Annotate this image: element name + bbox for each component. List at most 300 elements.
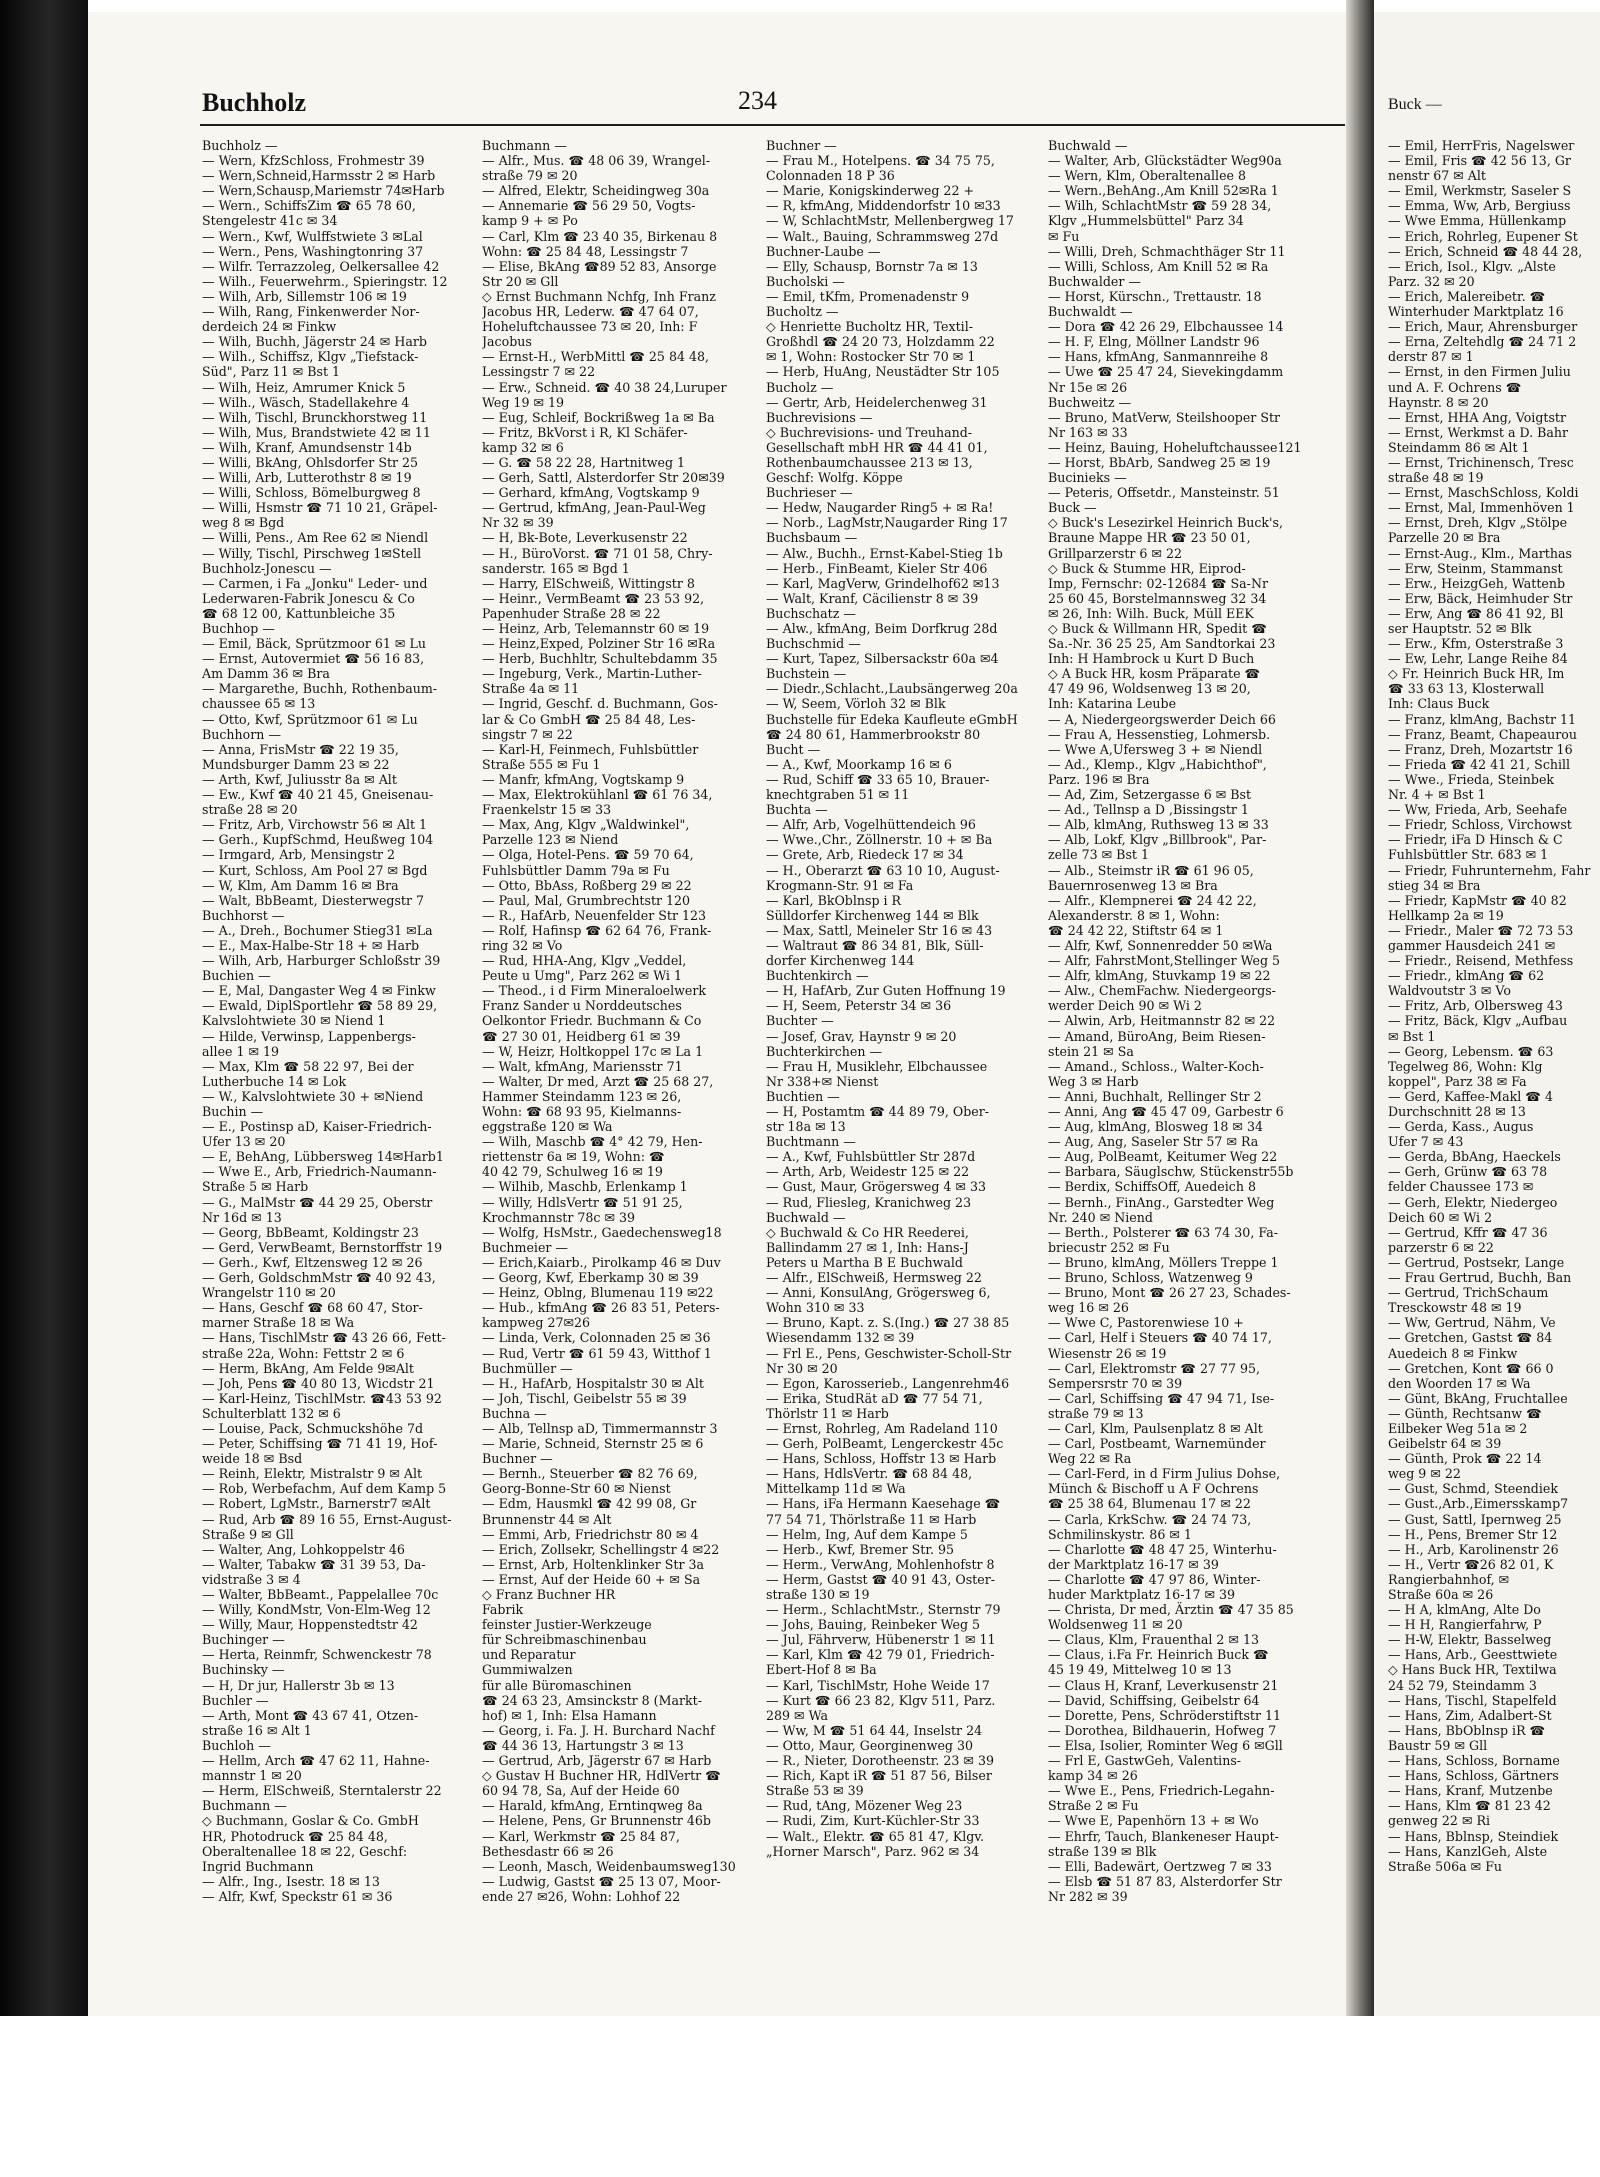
directory-entry-line: — W., Kalvslohtwiete 30 + ✉Niend: [202, 1088, 424, 1104]
directory-entry-line: — Rud, Schiff ☎ 33 65 10, Brauer-: [766, 771, 990, 787]
directory-entry-line: Lessingstr 7 ✉ 22: [482, 364, 596, 380]
directory-entry-line: Jacobus: [482, 334, 532, 350]
directory-entry-line: Jacobus HR, Lederw. ☎ 47 64 07,: [482, 304, 699, 320]
directory-entry-line: — W, SchlachtMstr, Mellenbergweg 17: [766, 213, 1014, 229]
directory-entry-line: — Linda, Verk, Colonnaden 25 ✉ 36: [482, 1330, 711, 1346]
directory-entry-line: — Heinz, Arb, Telemannstr 60 ✉ 19: [482, 621, 710, 636]
directory-entry-line: — Wilh, Maschb ☎ 4° 42 79, Hen-: [482, 1134, 703, 1150]
directory-entry-line: Nr. 240 ✉ Niend: [1048, 1209, 1153, 1225]
directory-entry-line: — Emil, Bäck, Sprützmoor 61 ✉ Lu: [202, 636, 426, 652]
directory-entry-line: — Walt., Elektr. ☎ 65 81 47, Klgv.: [766, 1828, 984, 1844]
facing-entry-line: — Gertrud, Postsekr, Lange: [1388, 1254, 1565, 1270]
directory-entry-line: — Alwin, Arb, Heitmannstr 82 ✉ 22: [1048, 1013, 1276, 1029]
directory-entry-line: — Willi, BkAng, Ohlsdorfer Str 25: [202, 454, 419, 470]
directory-entry-line: 25 60 45, Borstelmannsweg 32 34: [1048, 590, 1267, 606]
directory-entry-line: — Alfr., Ing., Isestr. 18 ✉ 13: [202, 1873, 380, 1889]
directory-entry-line: Am Damm 36 ✉ Bra: [202, 666, 330, 682]
directory-entry-line: straße 139 ✉ Blk: [1048, 1843, 1157, 1859]
directory-entry-line: — Alfr, klmAng, Stuvkamp 19 ✉ 22: [1048, 968, 1271, 984]
directory-entry-line: — Alfred, Elektr, Scheidingweg 30a: [482, 183, 710, 199]
directory-entry-line: Buchtenkirch —: [766, 968, 869, 984]
directory-entry-line: — Ingeburg, Verk., Martin-Luther-: [482, 666, 702, 682]
directory-entry-line: — Georg, BbBeamt, Koldingstr 23: [202, 1224, 419, 1240]
directory-entry-line: Georg-Bonne-Str 60 ✉ Nienst: [482, 1481, 671, 1497]
directory-entry-line: Bucinieks —: [1048, 470, 1127, 486]
directory-entry-line: kampweg 27✉26: [482, 1315, 591, 1331]
directory-entry-line: — Joh, Tischl, Geibelstr 55 ✉ 39: [482, 1390, 687, 1406]
directory-entry-line: — Heinz, Bauing, Hoheluftchaussee121: [1048, 439, 1302, 455]
directory-entry-line: — Wilh, Tischl, Brunckhorstweg 11: [202, 409, 428, 425]
page-title: Buchholz: [202, 88, 307, 117]
facing-entry-line: — Erw, Steinm, Stammanst: [1388, 560, 1563, 576]
facing-entry-line: — Wwe., Frieda, Steinbek: [1388, 771, 1555, 787]
directory-entry-line: — H, Postamtm ☎ 44 89 79, Ober-: [766, 1104, 990, 1119]
directory-entry-line: — Ew., Kwf ☎ 40 21 45, Gneisenau-: [202, 787, 434, 803]
directory-entry-line: — Herm, BkAng, Am Felde 9✉Alt: [202, 1360, 414, 1376]
directory-entry-line: — Theod., i d Firm Mineraloelwerk: [482, 983, 707, 999]
facing-entry-line: weg 9 ✉ 22: [1388, 1466, 1461, 1482]
directory-entry-line: — Max, Ang, Klgv „Waldwinkel",: [482, 817, 690, 833]
facing-entry-line: Eilbeker Weg 51a ✉ 2: [1388, 1420, 1528, 1436]
directory-entry-line: — Karl-Heinz, TischlMstr. ☎43 53 92: [202, 1390, 442, 1406]
facing-entry-line: — Ernst, MaschSchloss, Koldi: [1388, 485, 1579, 501]
directory-entry-line: 77 54 71, Thörlstraße 11 ✉ Harb: [766, 1511, 977, 1527]
directory-entry-line: 60 94 78, Sa, Auf der Heide 60: [482, 1783, 680, 1799]
directory-entry-line: Inh: H Hambrock u Kurt D Buch: [1048, 651, 1255, 667]
directory-entry-line: — Max, Elektrokühlanl ☎ 61 76 34,: [482, 787, 713, 803]
directory-entry-line: straße 79 ✉ 13: [1048, 1405, 1144, 1421]
directory-entry-line: Bucholtz —: [766, 304, 839, 320]
facing-entry-line: — Friedr., Reisend, Methfess: [1388, 953, 1574, 969]
directory-entry-line: — Alw., kfmAng, Beim Dorfkrug 28d: [766, 621, 998, 636]
directory-column-4: [1048, 138, 1340, 2010]
facing-entry-line: — Ernst, Dreh, Klgv „Stölpe: [1388, 515, 1568, 531]
directory-entry-line: — Alfr., Mus. ☎ 48 06 39, Wrangel-: [482, 153, 711, 169]
directory-entry-line: — Harry, ElSchweiß, Wittingstr 8: [482, 575, 695, 591]
facing-entry-line: ☎ 33 63 13, Klosterwall: [1388, 681, 1545, 697]
directory-entry-line: — Ernst, Arb, Holtenklinker Str 3a: [482, 1556, 704, 1572]
directory-entry-line: Bethesdastr 66 ✉ 26: [482, 1843, 614, 1859]
directory-entry-line: — Elli, Badewärt, Oertzweg 7 ✉ 33: [1048, 1858, 1272, 1874]
directory-entry-line: — W, Heizr, Holtkoppel 17c ✉ La 1: [482, 1043, 704, 1059]
book-binding-shadow: [0, 0, 88, 2177]
directory-entry-line: — Rudi, Zim, Kurt-Küchler-Str 33: [766, 1813, 980, 1829]
directory-entry-line: — Alb, Tellnsp aD, Timmermannstr 3: [482, 1420, 718, 1436]
directory-entry-line: Parz. 196 ✉ Bra: [1048, 771, 1150, 787]
directory-entry-line: — Dora ☎ 42 26 29, Elbchaussee 14: [1048, 319, 1284, 335]
directory-column-3: [766, 138, 1050, 2010]
facing-entry-line: — Friedr, KapMstr ☎ 40 82: [1388, 892, 1567, 908]
directory-entry-line: Oberaltenallee 18 ✉ 22, Geschf:: [202, 1843, 408, 1859]
directory-entry-line: Buchwaldt —: [1048, 304, 1133, 320]
facing-entry-line: Nr. 4 + ✉ Bst 1: [1388, 787, 1486, 803]
directory-entry-line: straße 22a, Wohn: Fettstr 2 ✉ 6: [202, 1345, 405, 1361]
facing-entry-line: — Ww, Gertrud, Nähm, Ve: [1388, 1315, 1556, 1331]
directory-entry-line: — Wwe.,Chr., Zöllnerstr. 10 + ✉ Ba: [766, 832, 993, 848]
directory-entry-line: — Walter, Arb, Glückstädter Weg90a: [1048, 153, 1282, 169]
facing-entry-line: — Hans, BbOblnsp iR ☎: [1388, 1722, 1546, 1738]
directory-entry-line: — Elly, Schausp, Bornstr 7a ✉ 13: [766, 258, 978, 274]
facing-entry-line: — Erw., HeizgGeh, Wattenb: [1388, 575, 1565, 591]
directory-entry-line: — Reinh, Elektr, Mistralstr 9 ✉ Alt: [202, 1466, 423, 1482]
directory-entry-line: — Wwe C, Pastorenwiese 10 +: [1048, 1315, 1244, 1331]
directory-entry-line: kamp 34 ✉ 26: [1048, 1768, 1138, 1784]
directory-entry-line: Weg 22 ✉ Ra: [1048, 1451, 1132, 1467]
directory-entry-line: — Ewald, DiplSportlehr ☎ 58 89 29,: [202, 998, 438, 1014]
directory-entry-line: Grillparzerstr 6 ✉ 22: [1048, 545, 1183, 561]
directory-entry-line: — Herb., FinBeamt, Kieler Str 406: [766, 560, 988, 576]
directory-entry-line: — Gertrud, kfmAng, Jean-Paul-Weg: [482, 500, 706, 516]
scan-bottom-margin: [0, 2016, 1600, 2177]
directory-entry-line: weide 18 ✉ Bsd: [202, 1451, 303, 1467]
directory-entry-line: Ballindamm 27 ✉ 1, Inh: Hans-J: [766, 1239, 969, 1255]
directory-entry-line: — Wilh, Arb, Sillemstr 106 ✉ 19: [202, 288, 407, 304]
directory-entry-line: Hoheluftchaussee 73 ✉ 20, Inh: F: [482, 319, 698, 335]
directory-entry-line: Franz Sander u Norddeutsches: [482, 998, 682, 1014]
directory-entry-line: — Wern, KfzSchloss, Frohmestr 39: [202, 153, 425, 169]
facing-entry-line: Durchschnitt 28 ✉ 13: [1388, 1104, 1526, 1119]
directory-entry-line: — Ww, M ☎ 51 64 44, Inselstr 24: [766, 1722, 983, 1738]
directory-entry-line: mannstr 1 ✉ 20: [202, 1768, 302, 1784]
directory-entry-line: Mittelkamp 11d ✉ Wa: [766, 1481, 906, 1497]
directory-entry-line: ◇ Buck & Willmann HR, Spedit ☎: [1048, 621, 1267, 636]
directory-entry-line: Nr 338+✉ Nienst: [766, 1073, 879, 1089]
directory-entry-line: — Kurt ☎ 66 23 82, Klgv 511, Parz.: [766, 1692, 996, 1708]
directory-entry-line: — Wilh, Arb, Harburger Schloßstr 39: [202, 953, 441, 969]
directory-entry-line: — Diedr.,Schlacht.,Laubsängerweg 20a: [766, 681, 1018, 697]
directory-entry-line: — Willi, Schloss, Bömelburgweg 8: [202, 485, 421, 501]
directory-entry-line: — Johs, Bauing, Reinbeker Weg 5: [766, 1617, 981, 1633]
directory-entry-line: Buchholz-Jonescu —: [202, 560, 332, 576]
directory-entry-line: Bucht —: [766, 741, 821, 757]
facing-page-column: [1388, 138, 1600, 2008]
facing-entry-line: — Ernst, in den Firmen Juliu: [1388, 364, 1571, 380]
directory-entry-line: Buchna —: [482, 1405, 547, 1421]
facing-entry-line: — Fritz, Bäck, Klgv „Aufbau: [1388, 1013, 1568, 1029]
directory-entry-line: 45 19 49, Mittelweg 10 ✉ 13: [1048, 1662, 1232, 1678]
directory-entry-line: — Alw., Buchh., Ernst-Kabel-Stieg 1b: [766, 545, 1003, 561]
directory-entry-line: — Gerhard, kfmAng, Vogtskamp 9: [482, 485, 700, 501]
directory-entry-line: — Gerh., Kwf, Eltzensweg 12 ✉ 26: [202, 1254, 423, 1270]
directory-entry-line: — Aug, Ang, Saseler Str 57 ✉ Ra: [1048, 1134, 1259, 1150]
directory-entry-line: — Walter, Tabakw ☎ 31 39 53, Da-: [202, 1556, 426, 1572]
directory-entry-line: singstr 7 ✉ 22: [482, 726, 573, 742]
directory-entry-line: Peute u Umg", Parz 262 ✉ Wi 1: [482, 968, 682, 984]
directory-entry-line: Nr 282 ✉ 39: [1048, 1888, 1128, 1904]
directory-entry-line: — Wern.,BehAng.,Am Knill 52✉Ra 1: [1048, 183, 1279, 199]
directory-entry-line: — Wwe A,Ufersweg 3 + ✉ Niendl: [1048, 741, 1263, 757]
directory-entry-line: — H, HafArb, Zur Guten Hoffnung 19: [766, 983, 1006, 999]
directory-entry-line: — Elsb ☎ 51 87 83, Alsterdorfer Str: [1048, 1873, 1282, 1889]
directory-entry-line: — Amand, BüroAng, Beim Riesen-: [1048, 1028, 1266, 1044]
directory-entry-line: — Marie, Schneid, Sternstr 25 ✉ 6: [482, 1436, 704, 1452]
directory-entry-line: sanderstr. 165 ✉ Bgd 1: [482, 560, 630, 576]
directory-entry-line: Rothenbaumchaussee 213 ✉ 13,: [766, 454, 973, 470]
directory-entry-line: — Rud, tAng, Mözener Weg 23: [766, 1798, 963, 1814]
directory-entry-line: ☎ 24 80 61, Hammerbrookstr 80: [766, 726, 981, 742]
directory-entry-line: Parzelle 123 ✉ Niend: [482, 832, 619, 848]
directory-entry-line: — Wilh., Wäsch, Stadellakehre 4: [202, 394, 410, 410]
directory-entry-line: — Willi, Schloss, Am Knill 52 ✉ Ra: [1048, 258, 1269, 274]
facing-entry-line: Deich 60 ✉ Wi 2: [1388, 1209, 1493, 1225]
directory-entry-line: — Hans, HdlsVertr. ☎ 68 84 48,: [766, 1466, 973, 1482]
directory-entry-line: Buchner —: [766, 138, 837, 153]
directory-entry-line: Buchmann —: [482, 138, 567, 153]
directory-entry-line: — Willi, Arb, Lutterothstr 8 ✉ 19: [202, 470, 412, 486]
directory-entry-line: Nr 30 ✉ 20: [766, 1360, 838, 1376]
directory-entry-line: Buchhorn —: [202, 726, 281, 742]
directory-entry-line: vidstraße 3 ✉ 4: [202, 1571, 301, 1587]
directory-entry-line: ✉ 26, Inh: Wilh. Buck, Müll EEK: [1048, 605, 1254, 621]
directory-entry-line: Hammer Steindamm 123 ✉ 26,: [482, 1088, 682, 1104]
facing-entry-line: — H., Vertr ☎26 82 01, K: [1388, 1556, 1554, 1572]
directory-entry-line: — Otto, BbAss, Roßberg 29 ✉ 22: [482, 877, 692, 893]
directory-entry-line: — Fritz, Arb, Virchowstr 56 ✉ Alt 1: [202, 817, 428, 833]
directory-entry-line: — Erich, Zollsekr, Schellingstr 4 ✉22: [482, 1541, 720, 1557]
directory-entry-line: briecustr 252 ✉ Fu: [1048, 1239, 1170, 1255]
directory-entry-line: Buchhop —: [202, 621, 275, 636]
directory-entry-line: — Carl, Elektromstr ☎ 27 77 95,: [1048, 1360, 1261, 1376]
directory-entry-line: Wohn: ☎ 68 93 95, Kielmanns-: [482, 1104, 682, 1119]
directory-entry-line: — Wilh, SchlachtMstr ☎ 59 28 34,: [1048, 198, 1272, 214]
facing-entry-line: und A. F. Ochrens ☎: [1388, 379, 1522, 395]
directory-entry-line: Stengelestr 41c ✉ 34: [202, 213, 338, 229]
directory-entry-line: — Hedw, Naugarder Ring5 + ✉ Ra!: [766, 500, 994, 516]
directory-entry-line: Alexanderstr. 8 ✉ 1, Wohn:: [1048, 907, 1220, 923]
directory-entry-line: Buchstein —: [766, 666, 847, 682]
facing-entry-line: — Friedr., klmAng ☎ 62: [1388, 968, 1545, 984]
facing-entry-line: — Gerh, Grünw ☎ 63 78: [1388, 1164, 1548, 1180]
directory-entry-line: — Willy, Maur, Hoppenstedtstr 42: [202, 1617, 418, 1633]
directory-entry-line: — Rolf, Hafinsp ☎ 62 64 76, Frank-: [482, 922, 712, 938]
directory-entry-line: — Anna, FrisMstr ☎ 22 19 35,: [202, 741, 399, 757]
directory-entry-line: Buchmüller —: [482, 1360, 573, 1376]
facing-entry-line: — Hans, Tischl, Stapelfeld: [1388, 1692, 1557, 1708]
directory-entry-line: — Egon, Karosserieb., Langenrehm46: [766, 1375, 1010, 1391]
directory-entry-line: Klgv „Hummelsbüttel" Parz 34: [1048, 213, 1244, 229]
directory-entry-line: — Elsa, Isolier, Rominter Weg 6 ✉Gll: [1048, 1737, 1283, 1753]
directory-entry-line: Buchta —: [766, 802, 828, 818]
directory-entry-line: huder Marktplatz 16-17 ✉ 39: [1048, 1587, 1236, 1602]
facing-entry-line: — H H, Rangierfahrw, P: [1388, 1617, 1542, 1633]
directory-entry-line: — Kurt, Schloss, Am Pool 27 ✉ Bgd: [202, 862, 428, 878]
facing-entry-line: Geibelstr 64 ✉ 39: [1388, 1436, 1502, 1452]
directory-entry-line: — Hilde, Verwinsp, Lappenbergs-: [202, 1028, 416, 1044]
directory-entry-line: — Christa, Dr med, Ärztin ☎ 47 35 85: [1048, 1602, 1294, 1618]
directory-entry-line: — Carl, Klm, Paulsenplatz 8 ✉ Alt: [1048, 1420, 1263, 1436]
directory-entry-line: Buchter —: [766, 1013, 834, 1029]
directory-entry-line: — E, BehAng, Lübbersweg 14✉Harb1: [202, 1149, 444, 1165]
directory-entry-line: Nr 163 ✉ 33: [1048, 424, 1128, 440]
directory-entry-line: — Bruno, Mont ☎ 26 27 23, Schades-: [1048, 1285, 1291, 1301]
directory-entry-line: Bucholski —: [766, 273, 845, 289]
page-gutter: [1346, 0, 1374, 2177]
directory-entry-line: — Willi, Hsmstr ☎ 71 10 21, Gräpel-: [202, 500, 438, 516]
directory-entry-line: — Ernst, Autovermiet ☎ 56 16 83,: [202, 651, 425, 667]
directory-entry-line: Großhdl ☎ 24 20 73, Holzdamm 22: [766, 334, 995, 350]
directory-entry-line: — H, Dr jur, Hallerstr 3b ✉ 13: [202, 1677, 395, 1693]
directory-entry-line: — Carl, Helf i Steuers ☎ 40 74 17,: [1048, 1330, 1272, 1346]
directory-entry-line: — Wern., Pens, Washingtonring 37: [202, 243, 424, 259]
directory-entry-line: — Rob, Werbefachm, Auf dem Kamp 5: [202, 1481, 447, 1497]
facing-entry-line: — Erw., Kfm, Osterstraße 3: [1388, 636, 1564, 652]
directory-entry-line: — E, Mal, Dangaster Weg 4 ✉ Finkw: [202, 983, 436, 999]
directory-entry-line: 40 42 79, Schulweg 16 ✉ 19: [482, 1164, 663, 1180]
facing-entry-line: ◇ Fr. Heinrich Buck HR, Im: [1388, 666, 1565, 682]
directory-entry-line: — Grete, Arb, Riedeck 17 ✉ 34: [766, 847, 964, 863]
directory-entry-line: — Ernst, Auf der Heide 60 + ✉ Sa: [482, 1571, 701, 1587]
directory-entry-line: — Karl, Werkmstr ☎ 25 84 87,: [482, 1828, 680, 1844]
facing-entry-line: — Gerd, Kaffee-Makl ☎ 4: [1388, 1088, 1553, 1104]
facing-entry-line: — Emil, Werkmstr, Saseler S: [1388, 183, 1572, 199]
directory-entry-line: — Margarethe, Buchh, Rothenbaum-: [202, 681, 438, 697]
directory-entry-line: — W, Klm, Am Damm 16 ✉ Bra: [202, 877, 399, 893]
facing-entry-line: — Gertrud, TrichSchaum: [1388, 1285, 1549, 1301]
directory-column-1: [202, 138, 486, 2010]
directory-entry-line: — Olga, Hotel-Pens. ☎ 59 70 64,: [482, 847, 694, 863]
directory-entry-line: — Walter, Dr med, Arzt ☎ 25 68 27,: [482, 1073, 714, 1089]
directory-entry-line: 289 ✉ Wa: [766, 1707, 828, 1723]
directory-entry-line: — Gust, Maur, Grögersweg 4 ✉ 33: [766, 1179, 987, 1195]
facing-entry-line: — Erna, Zeltehdlg ☎ 24 71 2: [1388, 334, 1577, 350]
directory-entry-line: — Peteris, Offsetdr., Mansteinstr. 51: [1048, 485, 1280, 501]
facing-entry-line: — Gerda, Kass., Augus: [1388, 1119, 1534, 1135]
facing-entry-line: genweg 22 ✉ Ri: [1388, 1813, 1491, 1829]
directory-entry-line: — W, Seem, Vörloh 32 ✉ Blk: [766, 696, 946, 712]
facing-entry-line: — H., Pens, Bremer Str 12: [1388, 1526, 1558, 1542]
facing-entry-line: — Ernst, Mal, Immenhöven 1: [1388, 500, 1575, 516]
directory-entry-line: Straße 555 ✉ Fu 1: [482, 756, 601, 772]
facing-entry-line: — Hans, Arb., Geesttwiete: [1388, 1647, 1558, 1663]
directory-entry-line: chaussee 65 ✉ 13: [202, 696, 316, 712]
directory-entry-line: Fuhlsbüttler Damm 79a ✉ Fu: [482, 862, 670, 878]
directory-entry-line: Buchschatz —: [766, 605, 856, 621]
facing-entry-line: — H., Arb, Karolinenstr 26: [1388, 1541, 1559, 1557]
facing-entry-line: Straße 506a ✉ Fu: [1388, 1858, 1503, 1874]
directory-entry-line: — Barbara, Säuglschw, Stückenstr55b: [1048, 1164, 1294, 1180]
directory-entry-line: — Willy, KondMstr, Von-Elm-Weg 12: [202, 1602, 431, 1618]
directory-column-2: [482, 138, 766, 2010]
directory-entry-line: — Gerh, Sattl, Alsterdorfer Str 20✉39: [482, 470, 725, 486]
directory-entry-line: — Heinz, Oblng, Blumenau 119 ✉22: [482, 1285, 714, 1301]
directory-entry-line: — Frau H, Musiklehr, Elbchaussee: [766, 1058, 988, 1074]
facing-entry-line: — Erich, Rohrleg, Eupener St: [1388, 228, 1578, 244]
directory-entry-line: — Carl, Schiffsing ☎ 47 94 71, Ise-: [1048, 1390, 1275, 1406]
directory-entry-line: — Wilhib, Maschb, Erlenkamp 1: [482, 1179, 688, 1195]
directory-entry-line: Buchtmann —: [766, 1134, 856, 1150]
directory-entry-line: Ufer 13 ✉ 20: [202, 1134, 286, 1150]
directory-entry-line: — Helene, Pens, Gr Brunnenstr 46b: [482, 1813, 711, 1829]
directory-entry-line: Geschf: Wolfg. Köppe: [766, 470, 903, 486]
directory-entry-line: — Edm, Hausmkl ☎ 42 99 08, Gr: [482, 1496, 697, 1512]
directory-entry-line: Krogmann-Str. 91 ✉ Fa: [766, 877, 914, 893]
directory-entry-line: — Herta, Reinmfr, Schwenckestr 78: [202, 1647, 432, 1663]
facing-entry-line: Winterhuder Marktplatz 16: [1388, 304, 1564, 320]
directory-entry-line: ◇ Buchmann, Goslar & Co. GmbH: [202, 1813, 419, 1829]
facing-entry-line: Haynstr. 8 ✉ 20: [1388, 394, 1489, 410]
directory-entry-line: — H, Bk-Bote, Leverkusenstr 22: [482, 530, 688, 546]
facing-entry-line: — Gerh, Elektr, Niedergeo: [1388, 1194, 1558, 1210]
directory-entry-line: — Hub., kfmAng ☎ 26 83 51, Peters-: [482, 1300, 720, 1316]
directory-entry-line: Braune Mappe HR ☎ 23 50 01,: [1048, 530, 1251, 546]
directory-entry-line: — Ernst-H., WerbMittl ☎ 25 84 48,: [482, 349, 709, 365]
directory-entry-line: Buchwald —: [1048, 138, 1128, 153]
directory-entry-line: — Emmi, Arb, Friedrichstr 80 ✉ 4: [482, 1526, 699, 1542]
directory-entry-line: ☎ 68 12 00, Kattunbleiche 35: [202, 605, 396, 621]
directory-entry-line: — Bruno, Kapt. z. S.(Ing.) ☎ 27 38 85: [766, 1315, 1010, 1331]
directory-entry-line: — Frl E, GastwGeh, Valentins-: [1048, 1753, 1242, 1769]
directory-entry-line: Buchinsky —: [202, 1662, 285, 1678]
directory-entry-line: straße 79 ✉ 20: [482, 168, 578, 184]
directory-entry-line: — Wern., SchiffsZim ☎ 65 78 60,: [202, 198, 416, 214]
directory-entry-line: Sülldorfer Kirchenweg 144 ✉ Blk: [766, 907, 979, 923]
directory-entry-line: Mundsburger Damm 23 ✉ 22: [202, 756, 390, 772]
directory-entry-line: — Joh, Pens ☎ 40 80 13, Wicdstr 21: [202, 1375, 435, 1391]
facing-entry-line: — Franz, Dreh, Mozartstr 16: [1388, 741, 1573, 757]
facing-entry-line: — Frieda ☎ 42 41 21, Schill: [1388, 756, 1571, 772]
directory-entry-line: Str 20 ✉ Gll: [482, 273, 559, 289]
directory-entry-line: ◇ Gustav H Buchner HR, HdlVertr ☎: [482, 1768, 721, 1784]
directory-entry-line: — Marie, Konigskinderweg 22 +: [766, 183, 975, 199]
directory-entry-line: Oelkontor Friedr. Buchmann & Co: [482, 1013, 702, 1029]
facing-entry-line: — Ernst, HHA Ang, Voigtstr: [1388, 409, 1567, 425]
directory-entry-line: — G. ☎ 58 22 28, Hartnitweg 1: [482, 454, 686, 470]
directory-entry-line: ☎ 27 30 01, Heidberg 61 ✉ 39: [482, 1028, 681, 1044]
facing-entry-line: — Günth, Rechtsanw ☎: [1388, 1405, 1542, 1421]
directory-entry-line: straße 130 ✉ 19: [766, 1587, 870, 1602]
directory-entry-line: ◇ Buck & Stumme HR, Eiprod-: [1048, 560, 1246, 576]
directory-entry-line: — Uwe ☎ 25 47 24, Sievekingdamm: [1048, 364, 1284, 380]
directory-entry-line: — Heinr., VermBeamt ☎ 23 53 92,: [482, 590, 705, 606]
directory-entry-line: — Walter, BbBeamt., Pappelallee 70c: [202, 1587, 439, 1602]
directory-entry-line: — Rich, Kapt iR ☎ 51 87 56, Bilser: [766, 1768, 992, 1784]
directory-entry-line: — Wilh., Schiffsz, Klgv „Tiefstack-: [202, 349, 419, 365]
directory-entry-line: lar & Co GmbH ☎ 25 84 48, Les-: [482, 711, 696, 727]
directory-entry-line: ring 32 ✉ Vo: [482, 937, 563, 953]
directory-entry-line: — Charlotte ☎ 47 97 86, Winter-: [1048, 1571, 1261, 1587]
directory-entry-line: — Ernst, Rohrleg, Am Radeland 110: [766, 1420, 998, 1436]
directory-entry-line: Krochmannstr 78c ✉ 39: [482, 1209, 636, 1225]
directory-entry-line: — Harald, kfmAng, Erntinqweg 8a: [482, 1798, 703, 1814]
directory-entry-line: — Emil, tKfm, Promenadenstr 9: [766, 288, 970, 304]
directory-entry-line: — Rud, Vertr ☎ 61 59 43, Witthof 1: [482, 1345, 712, 1361]
directory-entry-line: — Herm, Gastst ☎ 40 91 43, Oster-: [766, 1571, 995, 1587]
facing-entry-line: — Hans, Schloss, Gärtners: [1388, 1768, 1559, 1784]
directory-entry-line: — Carl, Postbeamt, Warnemünder: [1048, 1436, 1266, 1452]
facing-entry-line: stieg 34 ✉ Bra: [1388, 877, 1481, 893]
facing-entry-line: — Gretchen, Gastst ☎ 84: [1388, 1330, 1553, 1346]
facing-entry-line: — Günth, Prok ☎ 22 14: [1388, 1451, 1542, 1467]
directory-entry-line: — Otto, Maur, Georginenweg 30: [766, 1737, 973, 1753]
directory-entry-line: — Wilh, Kranf, Amundsenstr 14b: [202, 439, 412, 455]
directory-entry-line: — Alfr, FahrstMont,Stellinger Weg 5: [1048, 953, 1281, 969]
directory-entry-line: Lutherbuche 14 ✉ Lok: [202, 1073, 347, 1089]
directory-entry-line: Ingrid Buchmann: [202, 1858, 314, 1874]
directory-entry-line: — Anni, KonsulAng, Grögersweg 6,: [766, 1285, 991, 1301]
directory-entry-line: — Walter, Ang, Lohkoppelstr 46: [202, 1541, 405, 1557]
directory-entry-line: — Elise, BkAng ☎89 52 83, Ansorge: [482, 258, 717, 274]
directory-entry-line: Wiesendamm 132 ✉ 39: [766, 1330, 915, 1346]
directory-entry-line: Straße 4a ✉ 11: [482, 681, 580, 697]
directory-entry-line: Buchien —: [202, 968, 271, 984]
facing-entry-line: — Erich, Isol., Klgv. „Alste: [1388, 258, 1556, 274]
directory-entry-line: Nr 32 ✉ 39: [482, 515, 554, 531]
directory-entry-line: — Rud, Arb ☎ 89 16 55, Ernst-August-: [202, 1511, 452, 1527]
facing-entry-line: derstr 87 ✉ 1: [1388, 349, 1474, 365]
directory-entry-line: Thörlstr 11 ✉ Harb: [766, 1405, 889, 1421]
directory-entry-line: ◇ Franz Buchner HR: [482, 1587, 616, 1602]
facing-entry-line: — Erw, Bäck, Heimhuder Str: [1388, 590, 1573, 606]
